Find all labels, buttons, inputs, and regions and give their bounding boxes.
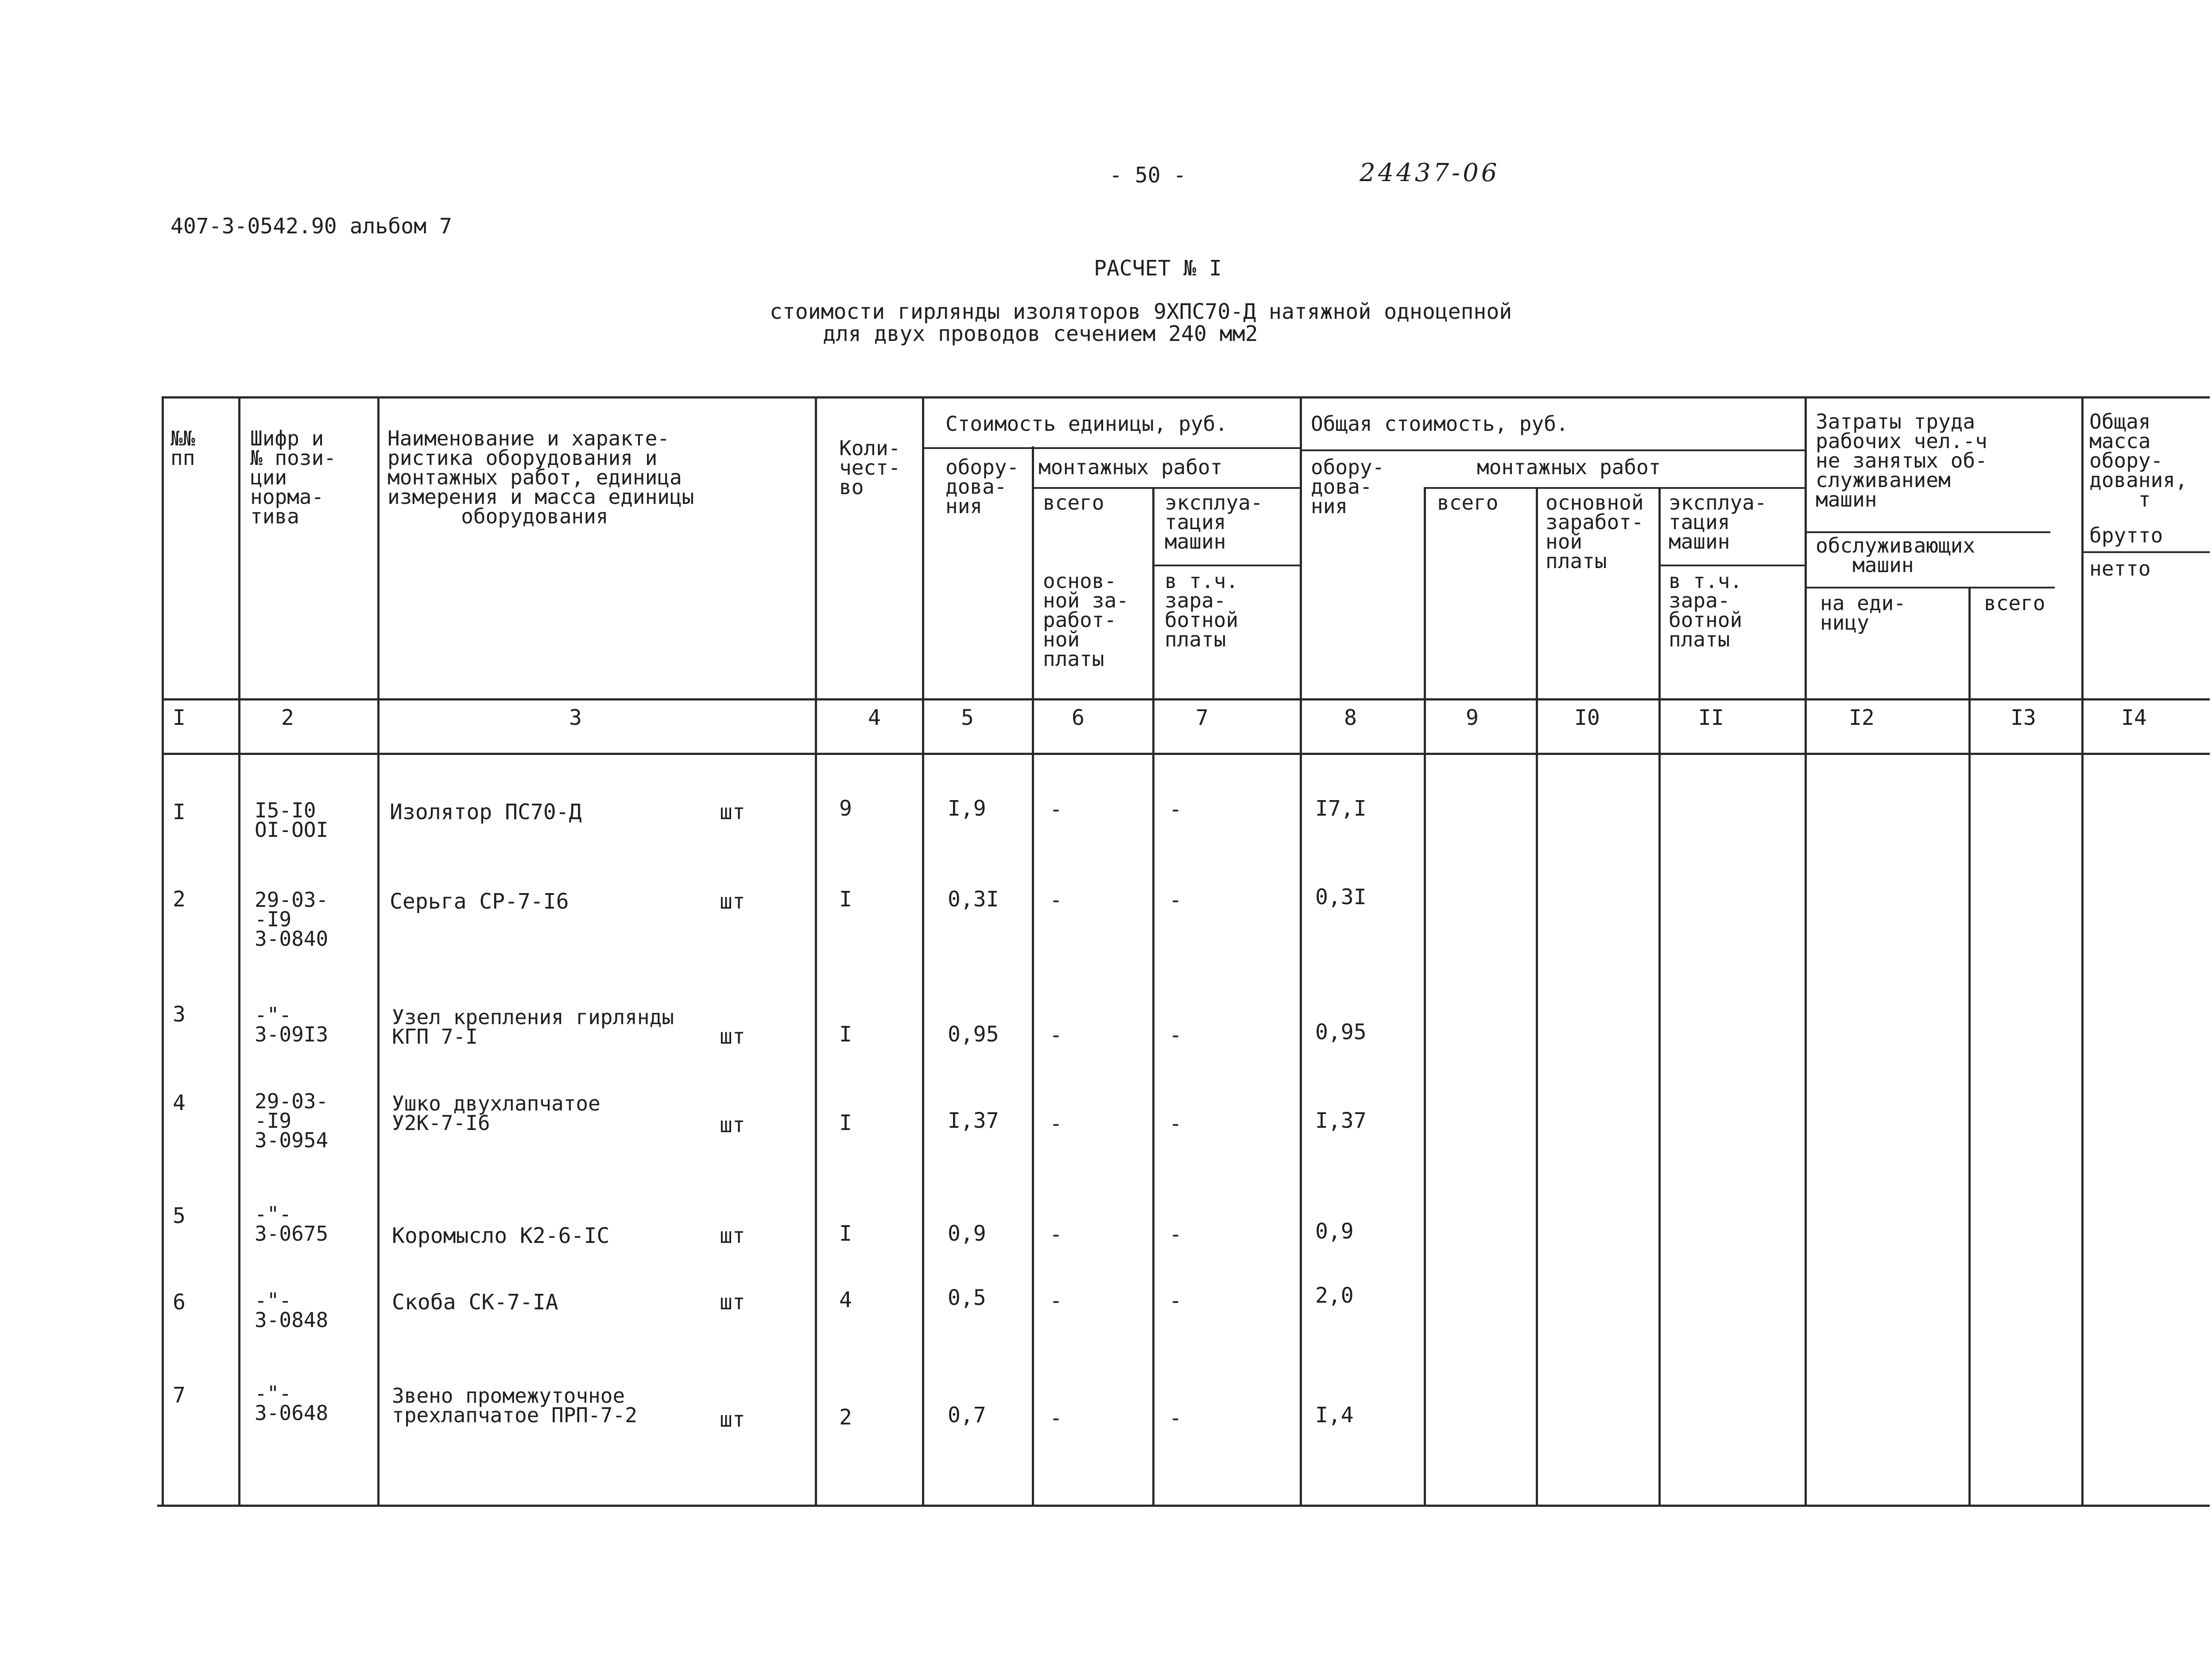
row-unit-machine-operation: - <box>1169 1023 1182 1048</box>
row-name: Узел крепления гирлянды КГП 7-I <box>392 1005 674 1049</box>
row-code: 29-03- -I9 3-0840 <box>255 888 329 951</box>
column-number: 8 <box>1344 705 1357 730</box>
row-name: Ушко двухлапчатое У2К-7-I6 <box>392 1091 600 1135</box>
header-total-equipment: обору- дова- ния <box>1311 455 1385 518</box>
row-unit-machine-operation: - <box>1169 1111 1182 1136</box>
row-quantity: 9 <box>839 796 852 821</box>
header-labor-total: всего <box>1984 591 2045 615</box>
header-unit-base-wage: основ- ной за- работ- ной платы <box>1043 569 1129 671</box>
row-number: 4 <box>173 1091 186 1115</box>
row-unit-installation: - <box>1050 1111 1062 1136</box>
column-number: 6 <box>1072 705 1085 730</box>
row-code: -"- 3-0848 <box>255 1289 329 1332</box>
header-total-including-wage: в т.ч. зара- ботной платы <box>1669 569 1743 651</box>
header-mass-gross: брутто <box>2089 523 2163 547</box>
row-unit: шт <box>720 800 745 824</box>
row-unit-installation: - <box>1050 1023 1062 1048</box>
row-unit-price: 0,9 <box>948 1221 986 1246</box>
row-number: 6 <box>173 1290 186 1315</box>
column-number: I2 <box>1849 705 1875 730</box>
header-labor-per-unit: на еди- ницу <box>1820 591 1906 635</box>
header-labor-service: обслуживающих машин <box>1816 534 1976 577</box>
column-number: 3 <box>569 705 582 730</box>
header-unit-machine-operation: эксплуа- тация машин <box>1165 491 1263 553</box>
row-number: I <box>173 800 186 824</box>
header-labor-costs: Затраты труда рабочих чел.-ч не занятых об- служиванием машин <box>1816 410 1987 511</box>
column-number: 4 <box>868 705 881 730</box>
row-quantity: 4 <box>839 1288 852 1312</box>
album-reference: 407-3-0542.90 альбом 7 <box>170 214 452 239</box>
document-subtitle-line2: для двух проводов сечением 240 мм2 <box>823 321 1258 346</box>
column-number: I <box>173 705 186 730</box>
row-quantity: I <box>839 1022 852 1047</box>
header-unit-including-wage: в т.ч. зара- ботной платы <box>1165 569 1239 651</box>
row-unit: шт <box>720 1290 745 1315</box>
header-unit-total: всего <box>1043 491 1104 515</box>
row-number: 5 <box>173 1203 186 1228</box>
header-unit-cost: Стоимость единицы, руб. <box>945 412 1228 436</box>
header-code: Шифр и № пози- ции норма- тива <box>250 426 336 528</box>
column-number: I3 <box>2011 705 2036 730</box>
header-total-base-wage: основной заработ- ной платы <box>1546 491 1644 573</box>
row-total-equipment: 0,3I <box>1315 885 1367 909</box>
row-number: 7 <box>173 1383 186 1408</box>
row-unit: шт <box>720 889 745 914</box>
row-unit-installation: - <box>1050 1289 1062 1313</box>
header-total-cost: Общая стоимость, руб. <box>1311 412 1569 436</box>
row-name: Скоба СК-7-IА <box>392 1290 558 1315</box>
row-unit-price: I,37 <box>948 1108 999 1133</box>
row-unit-machine-operation: - <box>1169 1222 1182 1247</box>
row-unit-machine-operation: - <box>1169 1406 1182 1431</box>
row-unit-price: 0,95 <box>948 1022 999 1047</box>
row-unit-price: I,9 <box>948 796 986 821</box>
header-row-number: №№ пп <box>170 426 195 470</box>
row-code: -"- 3-0675 <box>255 1202 329 1246</box>
row-unit: шт <box>720 1223 745 1248</box>
row-unit-price: 0,7 <box>948 1403 986 1428</box>
row-quantity: I <box>839 1221 852 1246</box>
row-name: Коромысло К2-6-IС <box>392 1223 610 1248</box>
column-number: 7 <box>1196 705 1209 730</box>
row-number: 2 <box>173 887 186 912</box>
row-unit-machine-operation: - <box>1169 797 1182 822</box>
row-unit: шт <box>720 1024 745 1049</box>
row-total-equipment: I7,I <box>1315 796 1367 821</box>
header-total-machine-operation: эксплуа- тация машин <box>1669 491 1767 553</box>
column-number: II <box>1698 705 1724 730</box>
inventory-number: 24437-06 <box>1360 159 1500 187</box>
column-number: 9 <box>1466 705 1479 730</box>
row-unit-installation: - <box>1050 1222 1062 1247</box>
row-unit-installation: - <box>1050 797 1062 822</box>
row-quantity: I <box>839 1111 852 1135</box>
row-quantity: 2 <box>839 1405 852 1430</box>
row-unit-machine-operation: - <box>1169 888 1182 913</box>
page-number: - 50 - <box>1109 163 1186 188</box>
row-total-equipment: 0,95 <box>1315 1020 1367 1045</box>
header-total-mass: Общая масса обору- дования, т <box>2089 410 2188 511</box>
row-quantity: I <box>839 887 852 912</box>
row-unit-price: 0,3I <box>948 887 999 912</box>
header-quantity: Коли- чест- во <box>839 436 901 499</box>
row-unit: шт <box>720 1407 745 1432</box>
row-total-equipment: 0,9 <box>1315 1219 1354 1244</box>
row-total-equipment: 2,0 <box>1315 1283 1354 1308</box>
row-code: -"- 3-09I3 <box>255 1003 329 1046</box>
row-name: Серьга СР-7-I6 <box>390 889 569 914</box>
header-unit-installation: монтажных работ <box>1038 455 1223 479</box>
row-unit-price: 0,5 <box>948 1285 986 1310</box>
column-number: I4 <box>2121 705 2147 730</box>
document-subtitle-line1: стоимости гирлянды изоляторов 9ХПС70-Д натяжной одноцепной <box>770 299 1512 324</box>
row-code: 29-03- -I9 3-0954 <box>255 1089 329 1152</box>
row-code: I5-I0 OI-OOI <box>255 798 329 842</box>
row-number: 3 <box>173 1002 186 1027</box>
row-name: Звено промежуточное трехлапчатое ПРП-7-2 <box>392 1384 637 1427</box>
row-unit-machine-operation: - <box>1169 1289 1182 1313</box>
row-unit: шт <box>720 1113 745 1138</box>
row-name: Изолятор ПС70-Д <box>390 800 582 824</box>
column-number: 5 <box>961 705 974 730</box>
row-unit-installation: - <box>1050 888 1062 913</box>
column-number: 2 <box>281 705 294 730</box>
row-unit-installation: - <box>1050 1406 1062 1431</box>
column-number: I0 <box>1574 705 1600 730</box>
row-total-equipment: I,37 <box>1315 1108 1367 1133</box>
header-total-installation: монтажных работ <box>1477 455 1661 479</box>
row-code: -"- 3-0648 <box>255 1382 329 1425</box>
header-name: Наименование и характе- ристика оборудования и монтажных работ, единица измерения и масса единицы оборудования <box>387 426 694 528</box>
document-title: РАСЧЕТ № I <box>1094 256 1222 281</box>
header-total-total: всего <box>1437 491 1499 515</box>
header-unit-equipment: обору- дова- ния <box>945 455 1019 518</box>
header-mass-net: нетто <box>2089 557 2151 580</box>
row-total-equipment: I,4 <box>1315 1403 1354 1428</box>
